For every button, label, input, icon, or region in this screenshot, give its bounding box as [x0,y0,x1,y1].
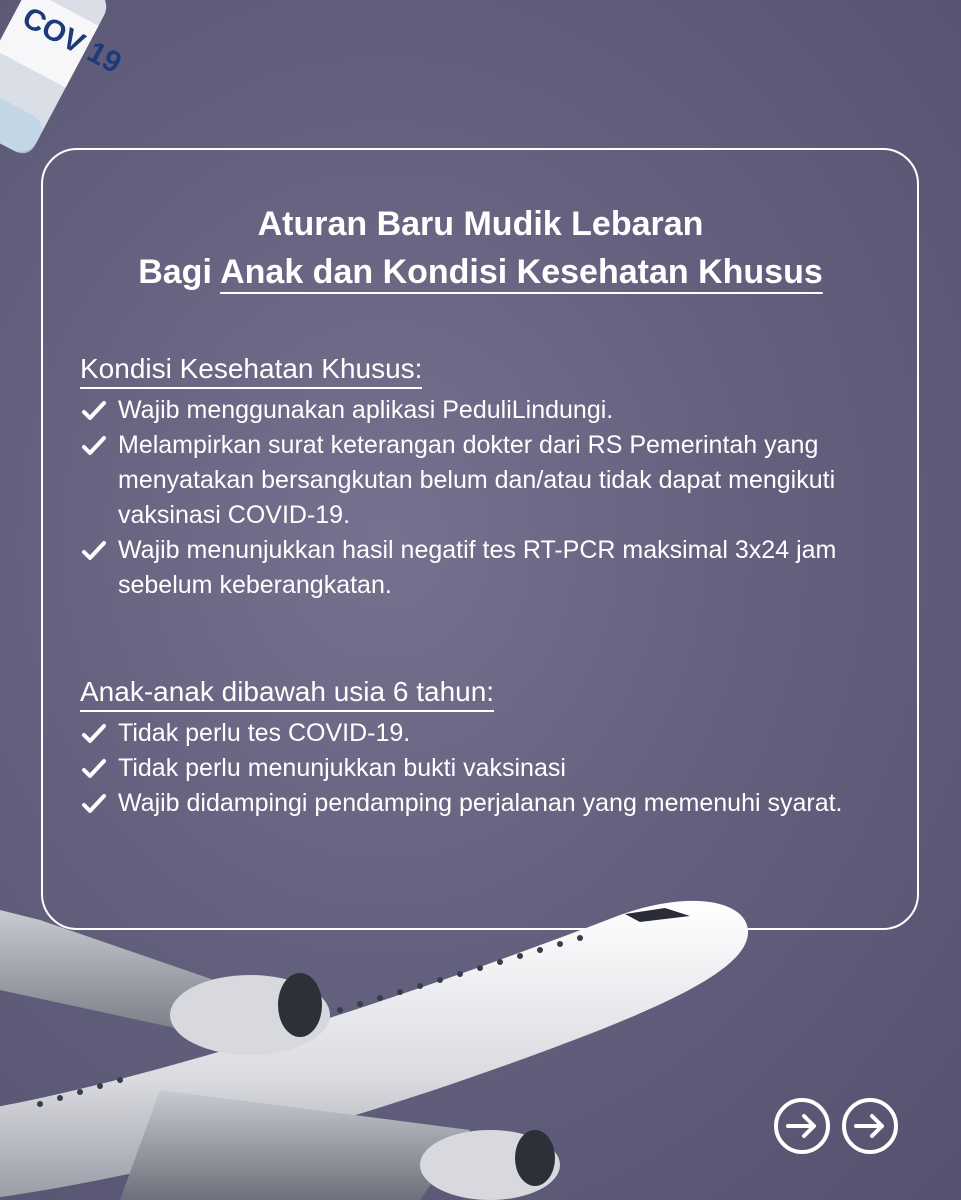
list-item [80,393,900,428]
checklist [80,716,900,821]
list-item [80,751,900,786]
list-item-text: Melampirkan surat keterangan dokter dari RS Pemerintah yang menyatakan bersangkutan belum dan/atau tidak dapat mengikuti vaksinasi COVID-19. [118,431,836,529]
bottle-label: COV 19 [16,0,127,81]
list-item [80,533,900,603]
checkmark-icon [82,541,106,561]
section-heading: Kondisi Kesehatan Khusus: [80,352,422,389]
checkmark-icon [82,759,106,779]
list-item [80,716,900,751]
list-item-text: Tidak perlu menunjukkan bukti vaksinasi [118,754,566,782]
list-item [80,428,900,533]
checkmark-icon [82,724,106,744]
checkmark-icon [82,401,106,421]
next-arrow-button[interactable] [773,1097,831,1155]
vaccine-bottle-image [0,0,127,160]
title-line-1: Aturan Baru Mudik Lebaran [257,205,704,243]
checkmark-icon [82,436,106,456]
section-heading: Anak-anak dibawah usia 6 tahun: [80,675,494,712]
list-item-text: Wajib menggunakan aplikasi PeduliLindungi. [118,396,614,424]
list-item-text: Wajib menunjukkan hasil negatif tes RT-PCR maksimal 3x24 jam sebelum keberangkatan. [118,536,837,599]
page-title [0,200,961,296]
list-item-text: Tidak perlu tes COVID-19. [118,719,411,747]
next-arrow-button-2[interactable] [841,1097,899,1155]
title-line-2-prefix: Bagi [138,253,221,291]
section-health-conditions [80,352,900,603]
title-line-2-underlined: Anak dan Kondisi Kesehatan Khusus [220,253,823,291]
list-item-text: Wajib didampingi pendamping perjalanan yang memenuhi syarat. [118,789,843,817]
list-item [80,786,900,821]
section-children-under-6 [80,675,900,821]
checkmark-icon [82,794,106,814]
checklist [80,393,900,603]
title-line-2 [0,248,961,296]
